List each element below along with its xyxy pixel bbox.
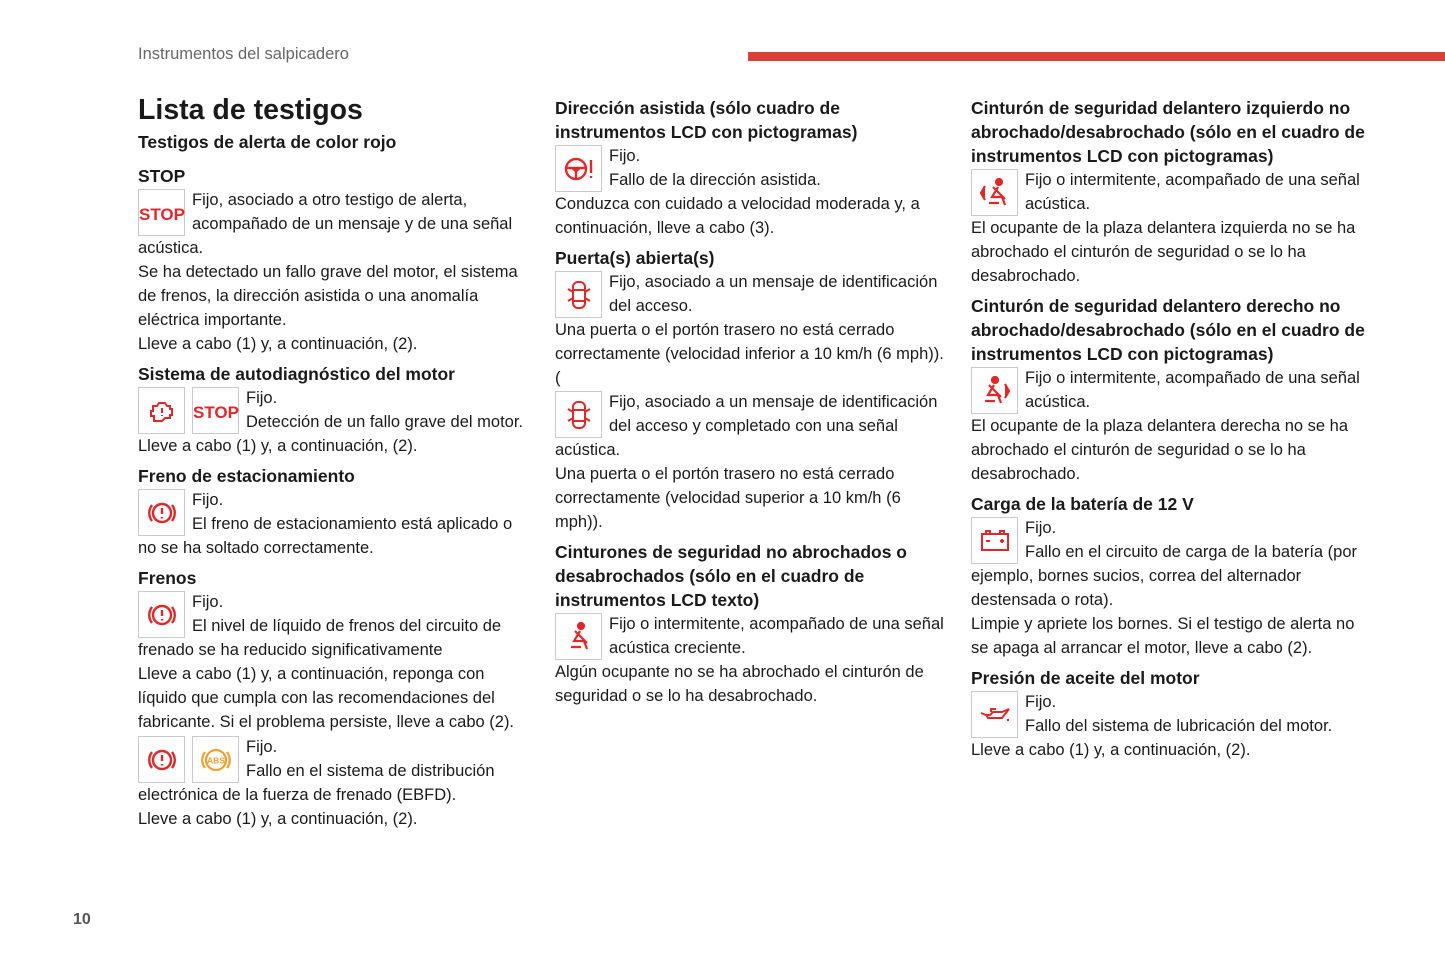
doors-section <box>555 246 945 534</box>
belt-right-section <box>971 294 1366 486</box>
stop-section <box>138 164 530 356</box>
parking-section <box>138 464 530 560</box>
steering-warning-icon <box>555 145 602 192</box>
stop-line-2: Se ha detectado un fallo grave del motor, el sistema de frenos, la dirección asistida o una anomalía eléctrica importante. <box>138 263 518 329</box>
belt-left-heading: Cinturón de seguridad delantero izquierdo no abrochado/desabrochado (sólo en el cuadro de instrumentos LCD con pictogramas) <box>971 98 1365 166</box>
doors-heading: Puerta(s) abierta(s) <box>555 248 715 268</box>
door-open-icon <box>555 271 602 318</box>
ebfd-line-3: Lleve a cabo (1) y, a continuación, (2). <box>138 810 418 828</box>
column-3 <box>971 96 1366 768</box>
diag-line-1: Fijo. <box>246 389 278 407</box>
belt-left-line-1: Fijo o intermitente, acompañado de una señal acústica. <box>1025 171 1360 213</box>
stop-line-1: Fijo, asociado a otro testigo de alerta, acompañado de un mensaje y de una señal acústica. <box>138 191 513 257</box>
parking-line-2: El freno de estacionamiento está aplicado o no se ha soltado correctamente. <box>138 515 513 557</box>
diag-line-3: Lleve a cabo (1) y, a continuación, (2). <box>138 437 418 455</box>
seatbelt-left-icon <box>971 169 1018 216</box>
ebfd-line-1: Fijo. <box>246 738 278 756</box>
stop-icon-label: STOP <box>138 204 185 224</box>
oil-line-3: Lleve a cabo (1) y, a continuación, (2). <box>971 741 1251 759</box>
belt-right-line-2: El ocupante de la plaza delantera derecha no se ha abrochado el cinturón de seguridad o se lo ha desabrochado. <box>971 417 1349 483</box>
diag-section <box>138 362 530 458</box>
doors-line-1: Fijo, asociado a un mensaje de identificación del acceso. <box>609 273 938 315</box>
door-open-icon-2 <box>555 391 602 438</box>
running-header: Instrumentos del salpicadero <box>138 45 349 63</box>
brakes-heading: Frenos <box>138 568 197 588</box>
brakes-line-2: El nivel de líquido de frenos del circuito de frenado se ha reducido significativamente <box>138 617 502 659</box>
brakes-section <box>138 566 530 734</box>
ebfd-section <box>138 735 530 831</box>
parking-line-1: Fijo. <box>192 491 224 509</box>
stop-heading: STOP <box>138 166 186 186</box>
page-title: Lista de testigos <box>138 94 363 126</box>
column-1 <box>138 93 530 837</box>
battery-line-2: Fallo en el circuito de carga de la batería (por ejemplo, bornes sucios, correa del alternador destensada o rota). <box>971 543 1358 609</box>
oil-pressure-icon <box>971 691 1018 738</box>
steering-section <box>555 96 945 240</box>
section-subtitle: Testigos de alerta de color rojo <box>138 132 397 152</box>
steering-line-1: Fijo. <box>609 147 641 165</box>
column-2 <box>555 96 945 714</box>
battery-warning-icon <box>971 517 1018 564</box>
belt-left-line-2: El ocupante de la plaza delantera izquierda no se ha abrochado el cinturón de seguridad o se lo ha desabrochado. <box>971 219 1356 285</box>
brake-warning-icon <box>138 489 185 536</box>
seatbelt-right-icon <box>971 367 1018 414</box>
header-accent-bar <box>748 52 1445 61</box>
oil-section <box>971 666 1366 762</box>
belt-right-heading: Cinturón de seguridad delantero derecho no abrochado/desabrochado (sólo en el cuadro de instrumentos LCD con pictogramas) <box>971 296 1365 364</box>
oil-line-2: Fallo del sistema de lubricación del motor. <box>1025 717 1333 735</box>
stop-warning-icon-2 <box>192 387 239 434</box>
battery-section <box>971 492 1366 660</box>
steering-line-3: Conduzca con cuidado a velocidad moderada y, a continuación, lleve a cabo (3). <box>555 195 920 237</box>
brakes-line-1: Fijo. <box>192 593 224 611</box>
belts-line-2: Algún ocupante no se ha abrochado el cinturón de seguridad o se lo ha desabrochado. <box>555 663 924 705</box>
oil-line-1: Fijo. <box>1025 693 1057 711</box>
stop-warning-icon <box>138 189 185 236</box>
seatbelt-warning-icon <box>555 613 602 660</box>
doors-line-4: Una puerta o el portón trasero no está cerrado correctamente (velocidad superior a 10 km/h (6 mph)). <box>555 465 901 531</box>
battery-heading: Carga de la batería de 12 V <box>971 494 1194 514</box>
stop-line-3: Lleve a cabo (1) y, a continuación, (2). <box>138 335 418 353</box>
page-number: 10 <box>73 911 91 928</box>
brake-warning-icon-3 <box>138 736 185 783</box>
oil-heading: Presión de aceite del motor <box>971 668 1200 688</box>
battery-line-3: Limpie y apriete los bornes. Si el testigo de alerta no se apaga al arrancar el motor, lleve a cabo (2). <box>971 615 1355 657</box>
steering-line-2: Fallo de la dirección asistida. <box>609 171 821 189</box>
belt-left-section <box>971 96 1366 288</box>
abs-warning-icon <box>192 736 239 783</box>
parking-heading: Freno de estacionamiento <box>138 466 355 486</box>
belts-section <box>555 540 945 708</box>
doors-line-2: Una puerta o el portón trasero no está cerrado correctamente (velocidad inferior a 10 km/h (6 mph)). ( <box>555 321 944 387</box>
ebfd-line-2: Fallo en el sistema de distribución electrónica de la fuerza de frenado (EBFD). <box>138 762 495 804</box>
abs-icon-label: ABS <box>206 755 225 765</box>
doors-line-3: Fijo, asociado a un mensaje de identificación del acceso y completado con una señal acústica. <box>555 393 938 459</box>
brake-warning-icon-2 <box>138 591 185 638</box>
belts-line-1: Fijo o intermitente, acompañado de una señal acústica creciente. <box>609 615 944 657</box>
engine-warning-icon <box>138 387 185 434</box>
brakes-line-3: Lleve a cabo (1) y, a continuación, reponga con líquido que cumpla con las recomendaciones del fabricante. Si el problema persiste, lleve a cabo (2). <box>138 665 515 731</box>
stop-icon-label-2: STOP <box>192 402 239 422</box>
steering-heading: Dirección asistida (sólo cuadro de instrumentos LCD con pictogramas) <box>555 98 858 142</box>
battery-line-1: Fijo. <box>1025 519 1057 537</box>
belt-right-line-1: Fijo o intermitente, acompañado de una señal acústica. <box>1025 369 1360 411</box>
diag-line-2: Detección de un fallo grave del motor. <box>246 413 523 431</box>
belts-heading: Cinturones de seguridad no abrochados o desabrochados (sólo en el cuadro de instrumentos LCD texto) <box>555 542 907 610</box>
diag-heading: Sistema de autodiagnóstico del motor <box>138 364 455 384</box>
